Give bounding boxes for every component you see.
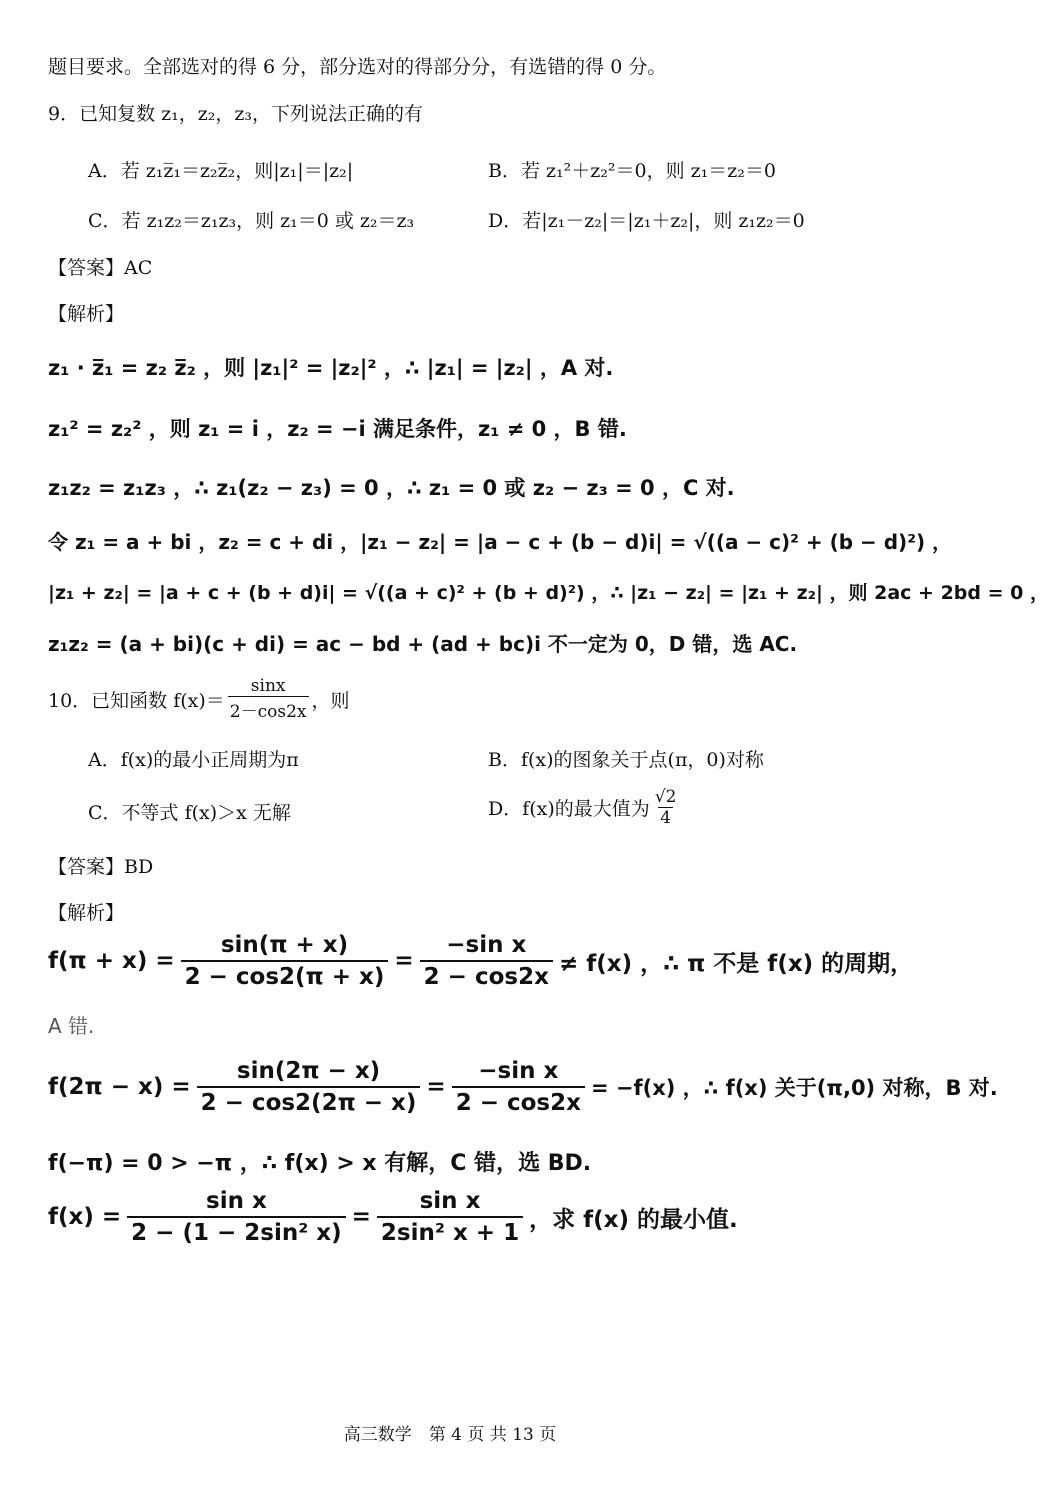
q10-l1-equals: = xyxy=(394,948,414,974)
q10-l1-fraction-2 xyxy=(420,932,553,990)
question-10-stem xyxy=(48,676,350,722)
q9-option-a: A．若 z₁z̅₁＝z₂z̅₂，则|z₁|＝|z₂| xyxy=(88,160,354,182)
q10-l2-fraction-1-numerator: sin(2π − x) xyxy=(236,1058,381,1084)
q10-option-d-denominator: 4 xyxy=(660,808,672,828)
q9-analysis-line-2: z₁² = z₂² ，则 z₁ = i ，z₂ = −i 满足条件，z₁ ≠ 0 ，B 错. xyxy=(48,417,627,441)
page-footer: 高三数学 第 4 页 共 13 页 xyxy=(343,1425,557,1445)
q10-option-d xyxy=(488,787,678,828)
q10-stem-fraction xyxy=(228,676,309,722)
q10-l4-fraction-1-denominator: 2 − (1 − 2sin² x) xyxy=(127,1216,345,1246)
q9-analysis-line-1: z₁ · z̅₁ = z₂ z̅₂ ，则 |z₁|² = |z₂|² ，∴ |z₁| = |z₂| ，A 对. xyxy=(48,356,614,380)
q10-analysis-line-3: f(−π) = 0 > −π ，∴ f(x) > x 有解，C 错，选 BD. xyxy=(48,1151,592,1176)
q10-l1-lhs: f(π + x) = xyxy=(48,948,175,974)
q9-analysis-line-4: 令 z₁ = a + bi ，z₂ = c + di ，|z₁ − z₂| = |a − c + (b − d)i| = √((a − c)² + (b − d)²) ， xyxy=(48,530,953,554)
q10-option-d-text: D．f(x)的最大值为 xyxy=(488,798,650,820)
q10-l4-rest: ，求 f(x) 的最小值. xyxy=(529,1206,738,1233)
q10-option-b: B．f(x)的图象关于点(π，0)对称 xyxy=(488,749,764,771)
q10-option-d-numerator: √2 xyxy=(654,787,677,807)
q10-l2-fraction-2-denominator: 2 − cos2x xyxy=(452,1086,585,1116)
q10-l1-fraction-2-numerator: −sin x xyxy=(446,932,527,958)
q10-l4-fraction-2-numerator: sin x xyxy=(419,1188,481,1214)
q10-option-d-fraction xyxy=(653,787,679,828)
q10-l2-fraction-2-numerator: −sin x xyxy=(478,1058,559,1084)
q10-l1-rest: ≠ f(x) ，∴ π 不是 f(x) 的周期， xyxy=(558,950,914,977)
q10-analysis-label: 【解析】 xyxy=(48,902,125,924)
q10-l4-lhs: f(x) = xyxy=(48,1204,122,1230)
q10-stem-fraction-numerator: sinx xyxy=(250,676,286,696)
q10-stem-suffix: ，则 xyxy=(311,689,350,712)
q10-analysis-line-1 xyxy=(48,932,913,990)
q10-option-c: C．不等式 f(x)＞x 无解 xyxy=(88,802,291,824)
q10-l4-equals: = xyxy=(351,1204,371,1230)
q10-l1-conclusion: A 错. xyxy=(48,1014,95,1038)
q10-l4-fraction-1 xyxy=(127,1188,345,1246)
q10-l2-equals: = xyxy=(426,1074,446,1100)
q9-option-b: B．若 z₁²＋z₂²＝0，则 z₁＝z₂＝0 xyxy=(488,160,776,182)
q10-answer: 【答案】BD xyxy=(48,856,154,878)
q9-option-c: C．若 z₁z₂＝z₁z₃，则 z₁＝0 或 z₂＝z₃ xyxy=(88,210,415,232)
q10-l1-fraction-1 xyxy=(181,932,389,990)
q9-analysis-line-5: |z₁ + z₂| = |a + c + (b + d)i| = √((a + c)² + (b + d)²) ，∴ |z₁ − z₂| = |z₁ + z₂| ，则 2ac + 2bd = 0 ， xyxy=(48,582,1049,604)
q10-l1-fraction-1-numerator: sin(π + x) xyxy=(220,932,349,958)
instruction-text: 题目要求。全部选对的得 6 分，部分选对的得部分分，有选错的得 0 分。 xyxy=(48,56,667,78)
q10-stem-fraction-denominator: 2－cos2x xyxy=(228,696,309,722)
q10-analysis-line-4 xyxy=(48,1188,738,1246)
q10-l4-fraction-2 xyxy=(377,1188,523,1246)
q9-analysis-line-3: z₁z₂ = z₁z₃ ，∴ z₁(z₂ − z₃) = 0 ，∴ z₁ = 0 或 z₂ − z₃ = 0 ，C 对. xyxy=(48,476,735,500)
q10-l1-fraction-1-denominator: 2 − cos2(π + x) xyxy=(181,960,389,990)
q10-l4-fraction-2-denominator: 2sin² x + 1 xyxy=(377,1216,523,1246)
q10-l2-fraction-1 xyxy=(197,1058,421,1116)
q9-analysis-label: 【解析】 xyxy=(48,303,125,325)
q9-answer: 【答案】AC xyxy=(48,257,153,279)
q10-option-a: A．f(x)的最小正周期为π xyxy=(88,749,299,771)
q10-analysis-line-2 xyxy=(48,1058,998,1116)
q9-analysis-line-6: z₁z₂ = (a + bi)(c + di) = ac − bd + (ad + bc)i 不一定为 0，D 错，选 AC. xyxy=(48,632,798,656)
q10-l2-rest: = −f(x) ，∴ f(x) 关于(π,0) 对称，B 对. xyxy=(590,1076,998,1100)
q9-option-d: D．若|z₁－z₂|＝|z₁＋z₂|，则 z₁z₂＝0 xyxy=(488,210,805,232)
q10-stem-prefix: 10．已知函数 f(x)＝ xyxy=(48,689,225,712)
q10-l2-lhs: f(2π − x) = xyxy=(48,1074,191,1100)
q10-l2-fraction-1-denominator: 2 − cos2(2π − x) xyxy=(197,1086,421,1116)
q10-l1-fraction-2-denominator: 2 − cos2x xyxy=(420,960,553,990)
q10-l2-fraction-2 xyxy=(452,1058,585,1116)
question-9-stem: 9．已知复数 z₁，z₂，z₃，下列说法正确的有 xyxy=(48,103,424,125)
q10-l4-fraction-1-numerator: sin x xyxy=(206,1188,267,1214)
